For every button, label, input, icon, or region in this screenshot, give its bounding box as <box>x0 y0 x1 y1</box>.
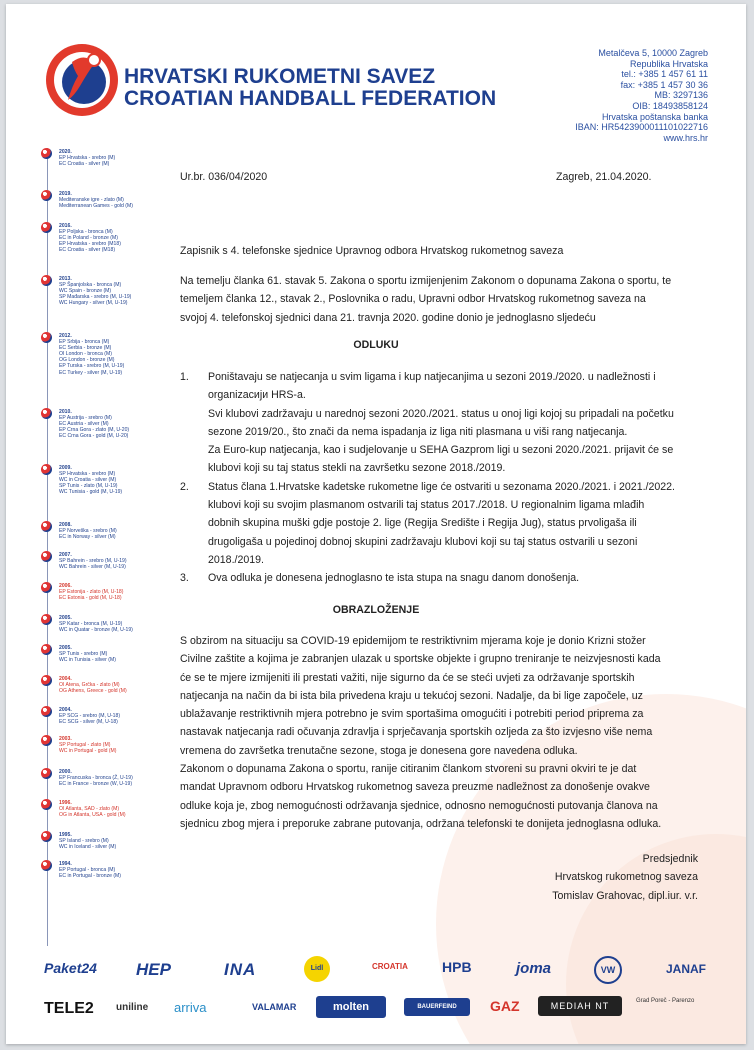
timeline-achievement: SP Španjolska - bronca (M) <box>59 282 122 289</box>
text-line: natjecanja na način da bi ista bila privedena kraju u tekućoj sezoni. Nadalje, da bi lige započele, uz <box>180 689 643 702</box>
timeline-achievement: EC Crna Gora - gold (M, U-20) <box>59 433 129 440</box>
handball-icon <box>41 521 52 532</box>
timeline-achievement: OI Atena, Grčka - zlato (M) <box>59 682 120 689</box>
sponsor-logo: INA <box>224 960 257 979</box>
sponsor-logo: CROATIA <box>372 962 408 971</box>
text-line: mandat Upravnom odboru Hrvatskog rukometnog saveza preuzme nadležnost za donošenje ovakve <box>180 781 650 794</box>
timeline-achievement: EP Estonija - zlato (M, U-18) <box>59 589 124 596</box>
text-line: sezone 2019/20., što znači da nema ispadanja iz liga niti plasmana u viši rang natjecanja. <box>208 425 628 438</box>
timeline-text <box>59 615 133 633</box>
timeline-achievement: EC in Poland - bronze (M) <box>59 235 118 242</box>
timeline-text <box>59 861 121 879</box>
text-line: dobnih skupina muški gdje postoje 2. lige (Regija Središte i Regija Jug), status prvoligaša ili <box>208 517 637 530</box>
timeline-achievement: WC Tunisia - gold (M, U-19) <box>59 489 123 496</box>
timeline-year: 2005. <box>59 615 72 621</box>
timeline-achievement: WC Hungary - silver (M, U-19) <box>59 300 128 307</box>
timeline-year: 1994. <box>59 861 72 867</box>
handball-icon <box>41 768 52 779</box>
timeline-achievement: EC Serbia - bronze (M) <box>59 345 112 352</box>
timeline-achievement: Mediterranean Games - gold (M) <box>59 203 133 210</box>
signature-name: Tomislav Grahovac, dipl.iur. v.r. <box>552 889 698 902</box>
text-line: vremena do završetka trenutačne sezone, stoga je donesena gore navedena odluka. <box>180 744 578 757</box>
sponsor-logo: JANAF <box>666 962 707 976</box>
handball-icon <box>41 831 52 842</box>
sponsor-logo: Grad Poreč - Parenzo <box>636 998 695 1004</box>
timeline-text <box>59 707 120 725</box>
timeline-year: 2013. <box>59 276 72 282</box>
reasoning-title: OBRAZLOŽENJE <box>332 604 420 616</box>
timeline-achievement: SP Mađarska - srebro (M, U-19) <box>59 294 132 301</box>
timeline-achievement: SP Tunis - srebro (M) <box>59 651 108 658</box>
text-line: odluke koja je, zbog nemogućnosti održavanja sjednice, odnosno nemogućnosti putovanja članova na <box>180 799 658 812</box>
handball-icon <box>41 222 52 233</box>
timeline-year: 2008. <box>59 522 72 528</box>
signature-org: Hrvatskog rukometnog saveza <box>554 871 698 884</box>
timeline-year: 1996. <box>59 800 72 806</box>
achievements-timeline <box>40 144 160 954</box>
sponsor-logo: HEP <box>136 960 171 979</box>
handball-icon <box>41 860 52 871</box>
text-line: će se te mjere izmijeniti ili prestati važiti, nije sigurno da će se steći uvjeti za održavanje sportskih <box>180 671 635 684</box>
handball-icon <box>41 735 52 746</box>
timeline-text <box>59 800 126 818</box>
timeline-achievement: SP Bahrein - srebro (M, U-19) <box>59 558 127 565</box>
signature-title: Predsjednik <box>642 853 698 865</box>
timeline-achievement: EP Hrvatska - srebro (M18) <box>59 241 121 248</box>
sponsor-logo: joma <box>516 960 552 977</box>
timeline-achievement: EC Croatia - silver (M18) <box>59 247 116 254</box>
decision-number: 2. <box>180 480 189 493</box>
hrs-logo <box>44 42 120 118</box>
timeline-achievement: OG London - bronze (M) <box>59 357 115 364</box>
timeline-year: 2005. <box>59 645 72 651</box>
timeline-achievement: EP Austrija - srebro (M) <box>59 415 112 422</box>
sponsor-logo: HPB <box>442 959 472 975</box>
address-line: IBAN: HR5423900011101022716 <box>575 122 708 133</box>
sponsor-logo: Lidl <box>304 956 330 982</box>
reference-number: Ur.br. 036/04/2020 <box>180 171 268 183</box>
timeline-achievement: SP Katar - bronca (M, U-19) <box>59 621 123 628</box>
timeline-text <box>59 191 133 209</box>
timeline-achievement: EC Turkey - silver (M, U-19) <box>59 369 123 376</box>
timeline-achievement: EC SCG - silver (M, U-18) <box>59 719 118 726</box>
timeline-achievement: WC in Croatia - silver (M) <box>59 477 117 484</box>
sponsor-logo: Paket24 <box>44 960 97 976</box>
text-line: Na temelju članka 61. stavak 5. Zakona o sportu izmijenjenim Zakonom o dopunama Zakona o sportu, te <box>180 275 672 287</box>
timeline-year: 2009. <box>59 465 72 471</box>
timeline-achievement: SP Portugal - zlato (M) <box>59 742 111 749</box>
intro-paragraph <box>180 272 710 327</box>
timeline-text <box>59 149 115 167</box>
timeline-achievement: SP Island - srebro (M) <box>59 838 109 845</box>
timeline-achievement: EP Portugal - bronca (M) <box>59 867 116 874</box>
sponsor-logos <box>6 954 746 1044</box>
handball-icon <box>41 551 52 562</box>
sponsor-logo: uniline <box>116 1002 149 1013</box>
text-line: nastavak natjecanja radi očuvanja zdravlja i sprječavanja sportskih ozljeda za što izvjesno više nema <box>180 726 653 739</box>
timeline-achievement: OI Atlanta, SAD - zlato (M) <box>59 806 120 813</box>
text-line: ublažavanje restriktivnih mjera potrebno je svim sportašima omogućiti i potrebiti period priprema za <box>180 708 644 721</box>
text-line: klubovi koji su taj status stekli na završetku sezone 2018./2019. <box>208 462 506 475</box>
address-line: OIB: 18493858124 <box>632 100 708 111</box>
timeline-achievement: EP Crna Gora - zlato (M, U-20) <box>59 427 130 434</box>
timeline-achievement: EC in France - bronze (W, U-19) <box>59 781 133 788</box>
timeline-year: 2006. <box>59 583 72 589</box>
text-line: drugoligaša u pojedinoj dobnoj skupini zadržavaju klubovi koji su taj status ostvarili u sezoni <box>208 535 638 548</box>
timeline-year: 2010. <box>59 409 72 415</box>
text-line: Za Euro-kup natjecanja, kao i sudjelovanje u SEHA Gazprom ligi u sezoni 2020./2021. prijavit će se <box>208 444 674 457</box>
handball-icon <box>41 408 52 419</box>
timeline-year: 2000. <box>59 769 72 775</box>
timeline-achievement: EC in Portugal - bronze (M) <box>59 873 121 880</box>
sponsor-logo: GAZ <box>490 998 520 1014</box>
signature-block <box>552 850 698 905</box>
timeline-achievement: Mediteranske igre - zlato (M) <box>59 197 124 204</box>
text-line: 2018./2019. <box>208 553 264 566</box>
place-date: Zagreb, 21.04.2020. <box>556 171 652 183</box>
timeline-text <box>59 832 116 850</box>
handball-icon <box>41 799 52 810</box>
text-line: organizacији HRS-a. <box>208 389 306 402</box>
org-name-hr: HRVATSKI RUKOMETNI SAVEZ <box>124 65 436 88</box>
address-line: MB: 3297136 <box>654 90 708 101</box>
handball-icon <box>41 582 52 593</box>
website-link[interactable]: www.hrs.hr <box>663 132 708 143</box>
timeline-text <box>59 552 127 570</box>
org-name-en: CROATIAN HANDBALL FEDERATION <box>124 87 497 110</box>
text-line: klubovi koji su svojim plasmanom ostvarili taj status 2017./2018. U regionalnim ligama mlađih <box>208 499 645 512</box>
timeline-year: 2004. <box>59 707 72 713</box>
text-line: Status člana 1.Hrvatske kadetske rukometne lige će ostvariti u sezonama 2020./2021. i 2021./2022. <box>208 480 675 493</box>
timeline-achievement: WC in Portugal - gold (M) <box>59 748 117 755</box>
timeline-achievement: WC in Tunisia - silver (M) <box>59 657 116 664</box>
sponsor-logo: arriva <box>174 1000 207 1015</box>
timeline-year: 2016. <box>59 223 72 229</box>
decision-number: 3. <box>180 572 189 585</box>
timeline-year: 2007. <box>59 552 72 558</box>
handball-icon <box>41 275 52 286</box>
sponsor-logo: BAUERFEIND <box>404 998 470 1016</box>
handball-icon <box>41 190 52 201</box>
text-line: temeljem članka 12., stavak 2., Poslovnika o radu, Upravni odbor Hrvatskog rukometnog saveza na <box>180 293 646 306</box>
timeline-achievement: WC Bahrein - silver (M, U-19) <box>59 564 126 571</box>
timeline-achievement: EC Croatia - silver (M) <box>59 161 110 168</box>
org-name <box>124 66 496 110</box>
text-line: Civilne zaštite a kojima je zabranjen ulazak u sportske objekte i grupno treniranje te neizvjesnosti kada <box>180 653 661 666</box>
timeline-text <box>59 465 122 495</box>
sponsor-logo: molten <box>316 996 386 1018</box>
handball-icon <box>41 148 52 159</box>
timeline-text <box>59 645 116 663</box>
text-line: S obzirom na situaciju sa COVID-19 epidemijom te restriktivnim mjerama koje je donio Krizni stožer <box>180 635 646 647</box>
timeline-year: 2020. <box>59 149 72 155</box>
decision-item <box>180 368 710 478</box>
timeline-achievement: OG Athens, Greece - gold (M) <box>59 688 127 695</box>
document-page <box>6 4 746 1044</box>
handball-icon <box>41 644 52 655</box>
timeline-achievement: EP Francuska - bronca (Ž, U-19) <box>59 775 133 782</box>
timeline-achievement: EP Norveška - srebro (M) <box>59 528 117 535</box>
timeline-achievement: WC in Iceland - silver (M) <box>59 844 117 851</box>
timeline-achievement: EP Hrvatska - srebro (M) <box>59 155 116 162</box>
timeline-text <box>59 769 133 787</box>
address-line: tel.: +385 1 457 61 11 <box>621 69 708 80</box>
timeline-achievement: WC in Quatar - bronze (M, U-19) <box>59 627 133 634</box>
timeline-text <box>59 522 117 540</box>
sponsor-logo: MEDIAH NT <box>538 996 622 1016</box>
timeline-text <box>59 676 127 694</box>
timeline-achievement: EP Srbija - bronca (M) <box>59 339 110 346</box>
text-line: svojoj 4. telefonskoj sjednici dana 21. travnja 2020. godine donio je jednoglasno sljedeću <box>180 311 596 324</box>
timeline-achievement: EP Turska - srebro (M, U-19) <box>59 363 125 370</box>
decisions-list <box>180 368 710 588</box>
address-line: fax: +385 1 457 30 36 <box>620 79 708 90</box>
subject-line: Zapisnik s 4. telefonske sjednice Upravnog odbora Hrvatskog rukometnog saveza <box>180 245 564 257</box>
text-line: Svi klubovi zadržavaju u narednoj sezoni 2020./2021. status u onoj ligi kojoj su pripadali na početku <box>208 407 674 420</box>
sponsor-logo: VALAMAR <box>252 1002 297 1012</box>
decisions-title: ODLUKU <box>353 339 399 351</box>
text-line: sjednicu zbog mjera i preporuke zabrane putovanja, održana telefonski te donijeta jednoglasna odluka. <box>180 817 662 830</box>
timeline-line <box>47 148 48 946</box>
decision-item <box>180 569 710 587</box>
timeline-achievement: EP SCG - srebro (M, U-18) <box>59 713 121 720</box>
timeline-achievement: EC in Norway - silver (M) <box>59 534 116 541</box>
timeline-text <box>59 276 131 306</box>
decision-item <box>180 478 710 569</box>
reasoning-paragraph <box>180 632 710 833</box>
timeline-achievement: SP Hrvatska - srebro (M) <box>59 471 116 478</box>
handball-icon <box>41 464 52 475</box>
address-line: Republika Hrvatska <box>629 58 708 69</box>
timeline-achievement: WC Spain - bronze (M) <box>59 288 112 295</box>
decision-number: 1. <box>180 371 189 383</box>
text-line: Poništavaju se natjecanja u svim ligama i kup natjecanjima u sezoni 2019./2020. u nadležnosti i <box>208 371 656 383</box>
sponsor-logo: TELE2 <box>44 1000 94 1017</box>
address-line: Metalčeva 5, 10000 Zagreb <box>598 48 708 58</box>
timeline-achievement: OG in Atlanta, USA - gold (M) <box>59 812 126 819</box>
timeline-text <box>59 736 116 754</box>
sponsor-logo: VW <box>594 956 622 984</box>
handball-icon <box>41 675 52 686</box>
timeline-text <box>59 583 123 601</box>
timeline-achievement: EC Austria - silver (M) <box>59 421 109 428</box>
address-line: Hrvatska poštanska banka <box>601 111 708 122</box>
timeline-achievement: SP Tunis - zlato (M, U-19) <box>59 483 118 490</box>
timeline-text <box>59 409 129 439</box>
timeline-text <box>59 223 121 253</box>
timeline-year: 2019. <box>59 191 72 197</box>
timeline-achievement: EC Estonia - gold (M, U-18) <box>59 595 122 602</box>
handball-icon <box>41 706 52 717</box>
address-block <box>575 48 708 143</box>
text-line: Zakonom o dopunama Zakona o sportu, ranije citiranim člankom stvoreni su pravni okviri te je dat <box>180 763 637 776</box>
timeline-achievement: OI London - bronca (M) <box>59 351 112 358</box>
timeline-year: 2012. <box>59 333 72 339</box>
text-line: Ova odluka je donesena jednoglasno te ista stupa na snagu danom donošenja. <box>208 572 580 585</box>
timeline-year: 1995. <box>59 832 72 838</box>
timeline-year: 2003. <box>59 736 72 742</box>
timeline-year: 2004. <box>59 676 72 682</box>
timeline-achievement: EP Poljska - bronca (M) <box>59 229 113 236</box>
